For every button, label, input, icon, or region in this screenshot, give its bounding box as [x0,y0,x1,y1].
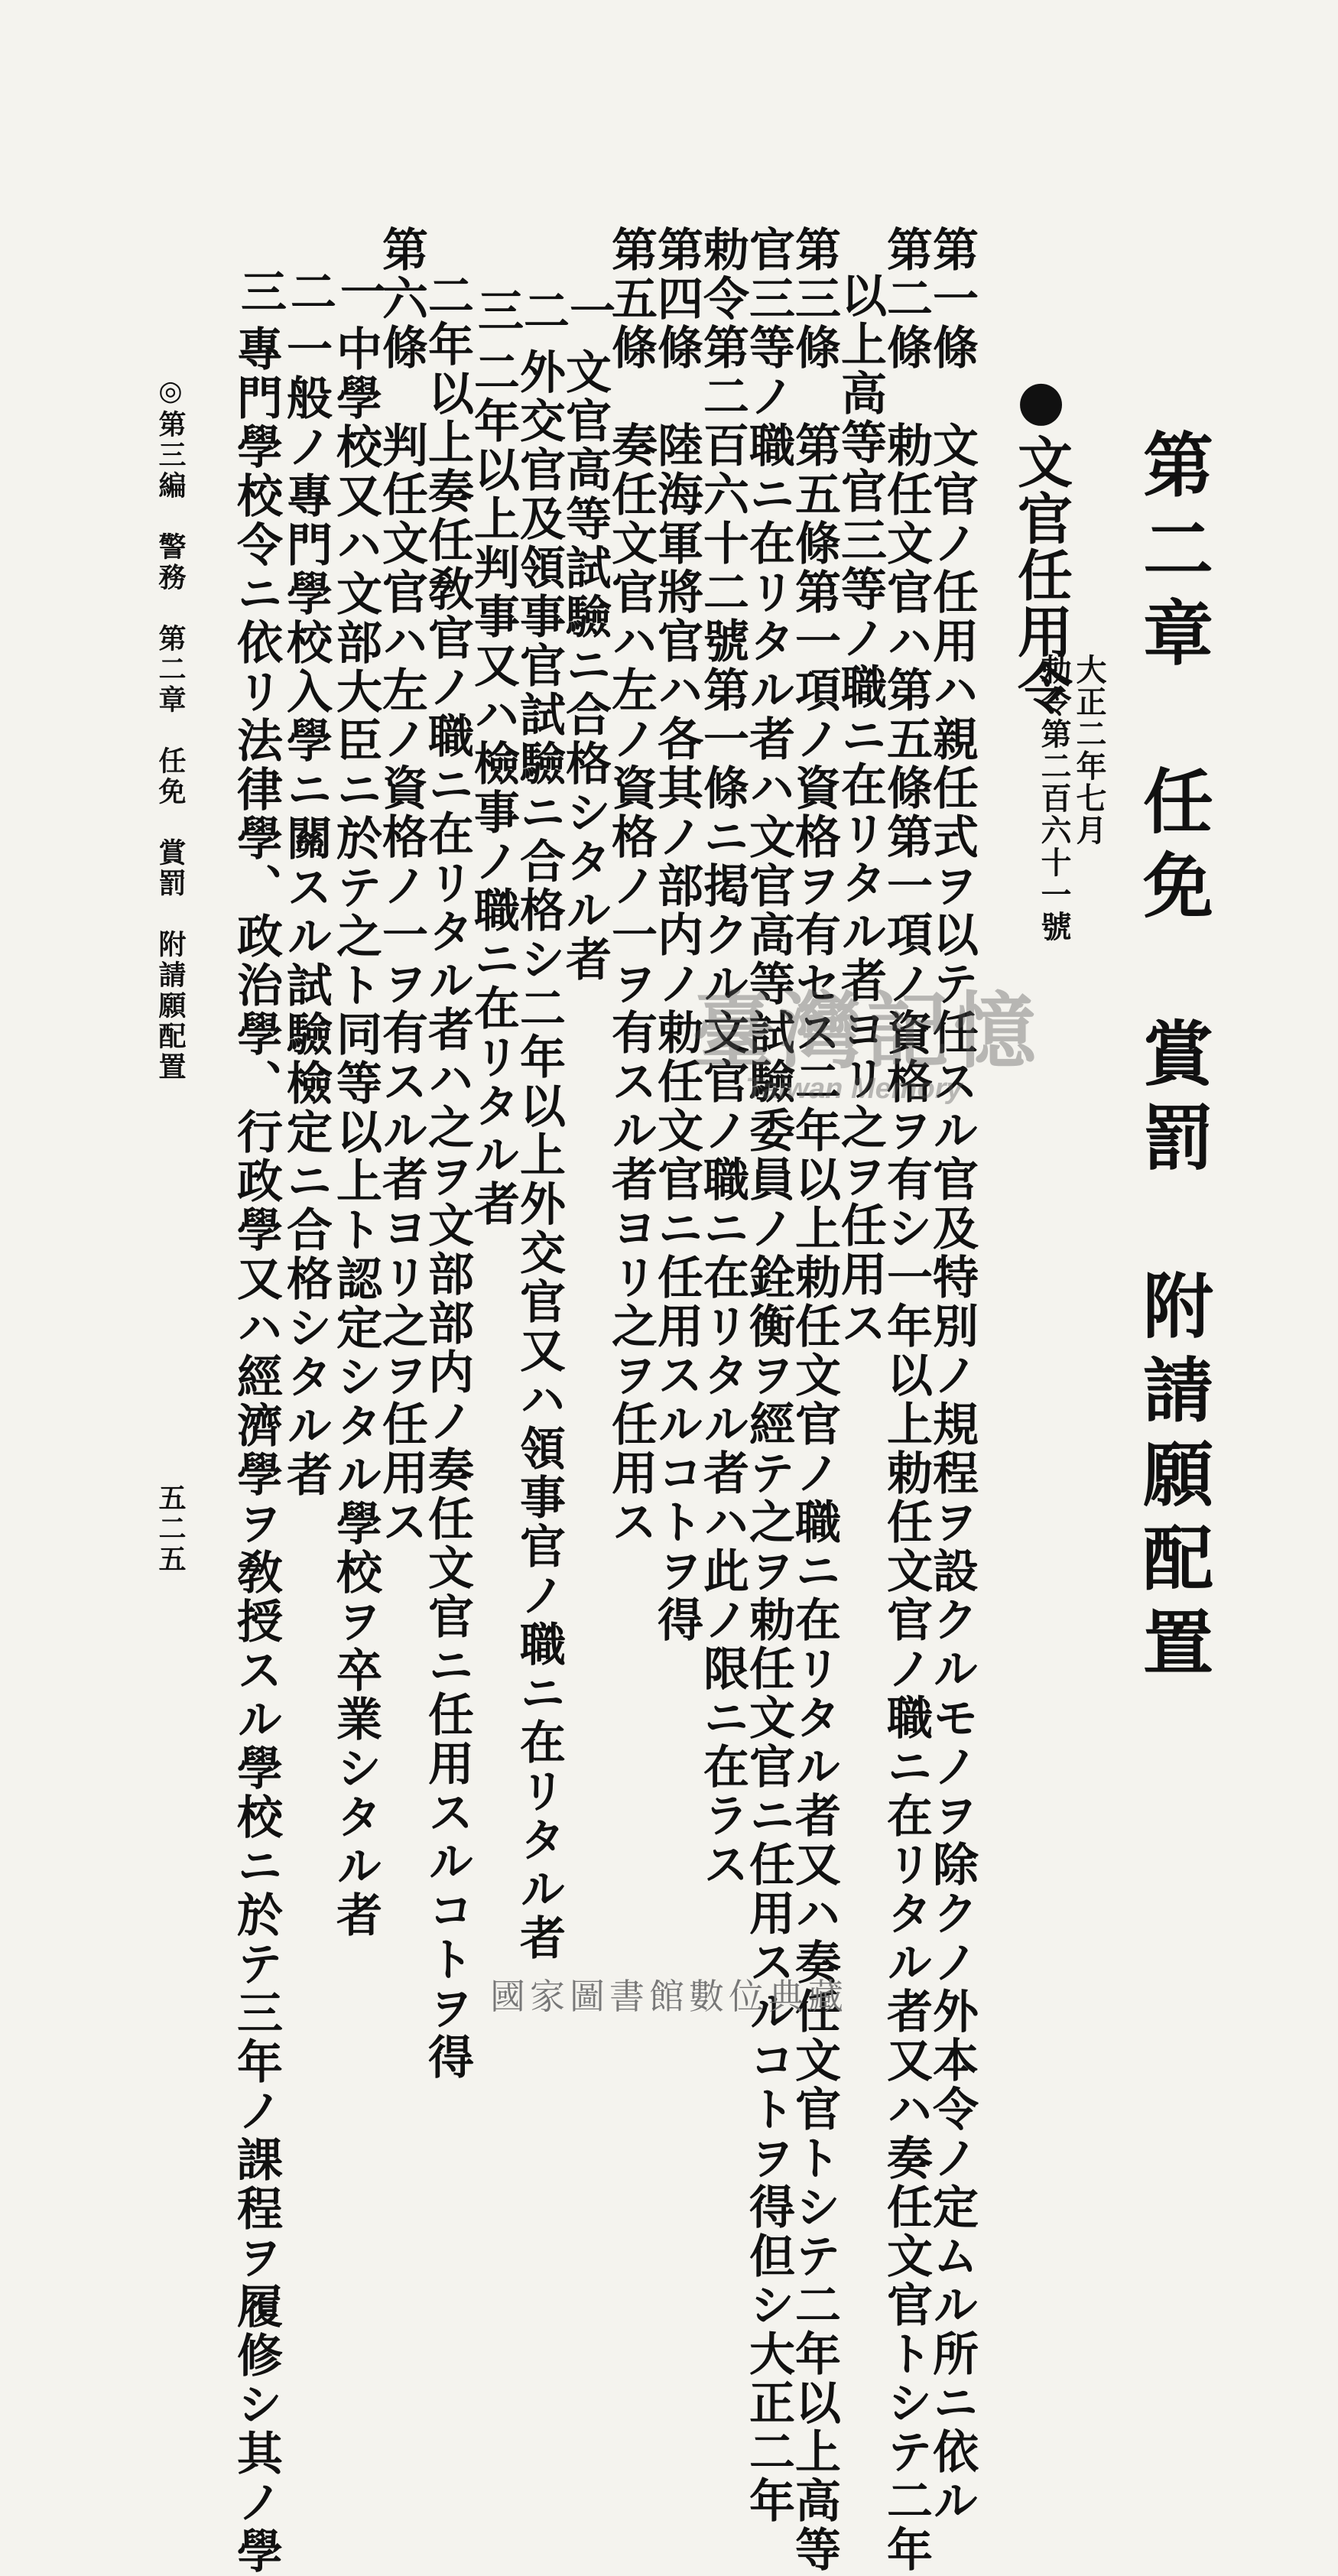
article-6-item-2: 一般ノ專門學校入學ニ關スル試驗檢定ニ合格シタル者 [279,325,333,1499]
item-number-1: 一 [562,287,615,333]
page-number: 五二五 [154,1483,187,1575]
archive-stamp: 國家圖書館數位典藏 [490,1976,848,2017]
item-number-2: 二 [516,287,570,333]
chapter-title: 第二章 任免 賞罰 附請願配置 [1132,428,1214,1690]
article-5-item-1: 文官高等試驗ニ合格シタル者 [558,348,612,984]
article-5: 第五條 奏任文官ハ左ノ資格ノ一ヲ有スル者ヨリ之ヲ任用ス [604,226,658,1547]
article-2-line-2: 以上高等官三等ノ職ニ在リタル者ヨリ之ヲ任用ス [833,271,887,1348]
article-5-item-2: 外交官及領事官試驗ニ合格シ二年以上外交官又ハ領事官ノ職ニ在リタル者 [512,348,566,1963]
item-number-3: 三 [470,287,524,333]
law-date: 大正二年七月 [1071,654,1107,846]
article-6-item-1: 中學校又ハ文部大臣ニ於テ之ト同等以上ト認定シタル學校ヲ卒業シタル者 [329,325,382,1940]
item-number-4: 一 [333,268,386,313]
watermark-english: Taiwan Memory [745,1073,963,1105]
article-3-line-1: 第三條 第五條第一項ノ資格ヲ有セス二年以上勅任文官ノ職ニ在リタル者又ハ奏任文官トシテ二年以上高等 [788,226,841,2574]
article-1: 第一條 文官ノ任用ハ親任式ヲ以テ任スル官及特別ノ規程ヲ設クルモノヲ除クノ外本令ノ定ムル所ニ依ル [925,226,979,2526]
article-5-item-3: 二年以上判事又ハ檢事ノ職ニ在リタル者 [466,348,520,1229]
article-2-line-1: 第二條 勅任文官ハ第五條第一項ノ資格ヲ有シ一年以上勅任文官ノ職ニ在リタル者又ハ奏任文官トシテ二年 [879,226,933,2574]
article-5-paragraph-2: 二年以上奏任敎官ノ職ニ在リタル者ハ之ヲ文部部内ノ奏任文官ニ任用スルコトヲ得 [421,271,474,2082]
watermark [692,983,1090,1128]
item-number-6: 三 [233,268,287,313]
law-number: 勅令第二百六十一號 [1036,654,1072,943]
article-4: 第四條 陸海軍將官ハ各其ノ部内ノ勅任文官ニ任用スルコトヲ得 [650,226,703,1645]
item-number-5: 二 [283,268,336,313]
article-3-line-2: 官三等ノ職ニ在リタル者ハ文官高等試驗委員ノ銓衡ヲ經テ之ヲ勅任文官ニ任用スルコトヲ得但シ大正二年 [742,226,795,2526]
article-3-line-3: 勅令第二百六十二號第一條ニ掲クル文官ノ職ニ在リタル者ハ此ノ限ニ在ラス [696,226,749,1889]
article-6-item-3: 專門學校令ニ依リ法律學、政治學、行政學又ハ經濟學ヲ敎授スル學校ニ於テ三年ノ課程ヲ履修シ其ノ學 [229,325,283,2576]
law-title: ●文官任用令 [1008,367,1073,716]
article-6: 第六條 判任文官ハ左ノ資格ノ一ヲ有スル者ヨリ之ヲ任用ス [375,226,428,1547]
running-header: ◎第三編 警務 第二章 任免 賞罰 附請願配置 [154,375,187,1083]
watermark-chinese: 臺灣記憶 [692,983,1041,1080]
